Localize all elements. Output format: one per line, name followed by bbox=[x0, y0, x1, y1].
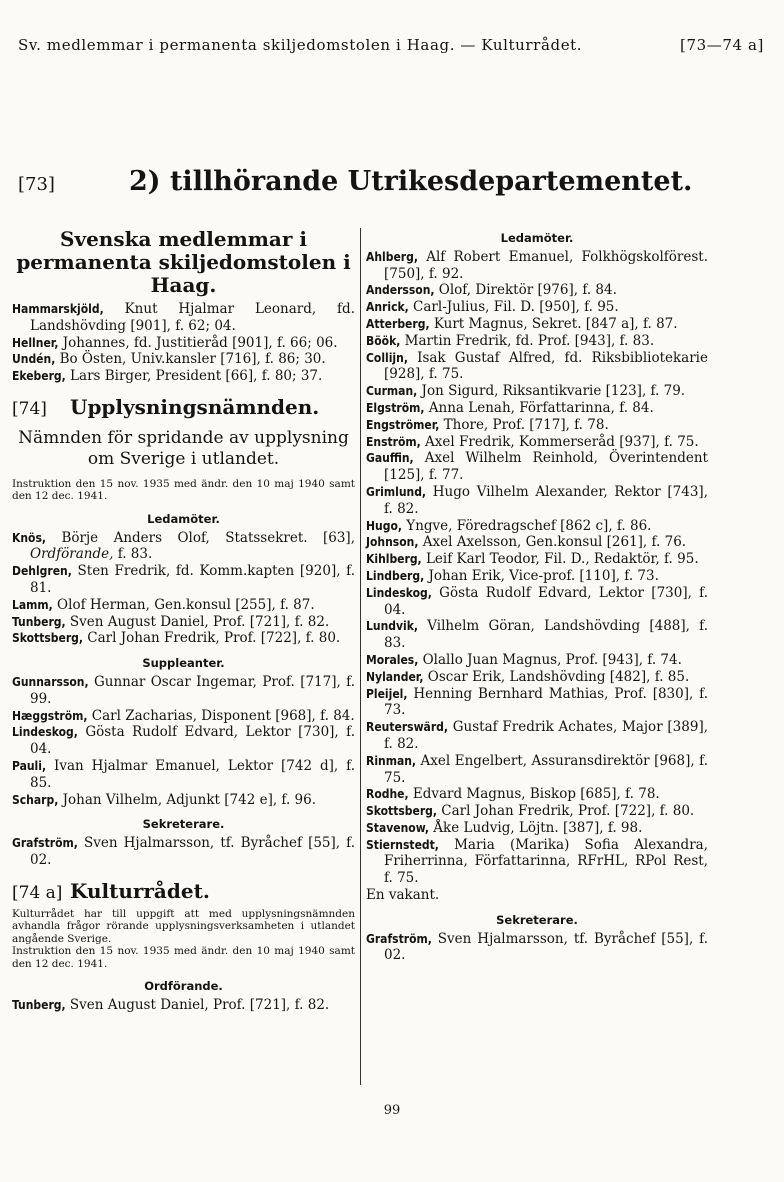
list-item bbox=[366, 518, 708, 535]
knos-entry bbox=[12, 530, 355, 564]
entry-surname: Lindeskog, bbox=[366, 585, 432, 600]
kultur-ordforande-list bbox=[12, 997, 355, 1014]
left-column bbox=[12, 228, 355, 1014]
list-item bbox=[12, 597, 355, 614]
list-item bbox=[366, 551, 708, 568]
entry-surname: Lamm, bbox=[12, 597, 53, 612]
entry-details: Hugo Vilhelm Alexander, Rektor [743], f. 82. bbox=[384, 483, 708, 517]
list-item bbox=[366, 585, 708, 619]
entry-details: Åke Ludvig, Löjtn. [387], f. 98. bbox=[429, 819, 643, 836]
knos-surname: Knös, bbox=[12, 530, 47, 545]
suppleanter-list bbox=[12, 674, 355, 808]
entry-details: Maria (Marika) Sofia Alexandra, Friherrinna, Författarinna, RFrHL, RPol Rest, f. 75. bbox=[384, 836, 708, 887]
section-title bbox=[18, 166, 766, 206]
kultur-number: [74 a] bbox=[12, 882, 63, 903]
entry-surname: Pleijel, bbox=[366, 686, 408, 701]
entry-surname: Nylander, bbox=[366, 669, 424, 684]
entry-surname: Lindeskog, bbox=[12, 725, 78, 740]
list-item bbox=[12, 563, 355, 597]
entry-surname: Engströmer, bbox=[366, 417, 440, 432]
vakant-note: En vakant. bbox=[366, 887, 440, 904]
entry-details: Knut Hjalmar Leonard, fd. Landshövding [901], f. 62; 04. bbox=[30, 301, 355, 334]
upplysning-ledamoter-list bbox=[12, 563, 355, 647]
entry-details: Alf Robert Emanuel, Folkhögskolförest. [750], f. 92. bbox=[384, 248, 708, 282]
list-item bbox=[366, 686, 708, 720]
upplysning-title: Upplysningsnämnden. bbox=[70, 394, 320, 419]
list-item bbox=[366, 316, 708, 333]
entry-details: Edvard Magnus, Biskop [685], f. 78. bbox=[408, 786, 660, 803]
entry-surname: Atterberg, bbox=[366, 316, 430, 331]
header-page-ref: [73—74 a] bbox=[680, 36, 764, 54]
entry-surname: Tunberg, bbox=[12, 614, 66, 629]
right-column bbox=[366, 228, 708, 964]
entry-details: Gösta Rudolf Edvard, Lektor [730], f. 04. bbox=[384, 584, 708, 618]
upplysning-sekreterare-list bbox=[12, 835, 355, 869]
entry-surname: Dehlgren, bbox=[12, 564, 72, 579]
upplysning-instruction: Instruktion den 15 nov. 1935 med ändr. den 10 maj 1940 samt den 12 dec. 1941. bbox=[12, 477, 355, 503]
section-number: [73] bbox=[18, 174, 55, 195]
entry-surname: Ekeberg, bbox=[12, 369, 66, 384]
entry-surname: Hæggström, bbox=[12, 708, 88, 723]
entry-surname: Grimlund, bbox=[366, 484, 427, 499]
entry-details: Johannes, fd. Justitieråd [901], f. 66; 06. bbox=[58, 334, 338, 351]
list-item bbox=[366, 484, 708, 518]
entry-details: Anna Lenah, Författarinna, f. 84. bbox=[424, 399, 654, 416]
suppleanter-label: Suppleanter. bbox=[142, 656, 225, 671]
entry-details: Sten Fredrik, fd. Komm.kapten [920], f. 81. bbox=[30, 563, 355, 596]
entry-details: Carl-Julius, Fil. D. [950], f. 95. bbox=[408, 299, 619, 316]
entry-surname: Ahlberg, bbox=[366, 249, 418, 264]
entry-details: Oscar Erik, Landshövding [482], f. 85. bbox=[423, 668, 690, 685]
entry-details: Gunnar Oscar Ingemar, Prof. [717], f. 99. bbox=[30, 673, 355, 707]
entry-details: Henning Bernhard Mathias, Prof. [830], f. 73. bbox=[384, 685, 708, 719]
entry-surname: Grafström, bbox=[12, 836, 78, 851]
upplysning-ledamoter-label: Ledamöter. bbox=[147, 511, 220, 526]
kultur-sekreterare-list bbox=[366, 931, 708, 965]
list-item bbox=[366, 534, 708, 551]
knos-role: Ordförande, bbox=[30, 546, 114, 563]
entry-surname: Hugo, bbox=[366, 518, 402, 533]
entry-surname: Gunnarsson, bbox=[12, 674, 89, 689]
entry-surname: Johnson, bbox=[366, 535, 419, 550]
kultur-sekreterare-label: Sekreterare. bbox=[496, 912, 578, 927]
upplysning-heading bbox=[12, 394, 355, 419]
running-header bbox=[18, 36, 766, 54]
upplysning-number: [74] bbox=[12, 398, 47, 419]
list-item bbox=[366, 719, 708, 753]
entry-details: Yngve, Föredragschef [862 c], f. 86. bbox=[401, 517, 652, 534]
kultur-instruction: Instruktion den 15 nov. 1935 med ändr. den 10 maj 1940 samt den 12 dec. 1941. bbox=[12, 945, 355, 970]
kultur-heading bbox=[12, 878, 355, 903]
upplysning-sekreterare-label: Sekreterare. bbox=[142, 817, 225, 832]
kultur-description: Kulturrådet har till uppgift att med upplysningsnämnden avhandla frågor rörande upplysningsverksamheten i utlandet angående Sverige. bbox=[12, 907, 355, 945]
entry-surname: Grafström, bbox=[366, 931, 432, 946]
list-item bbox=[366, 669, 708, 686]
kultur-title: Kulturrådet. bbox=[70, 878, 210, 903]
entry-surname: Stiernstedt, bbox=[366, 837, 439, 852]
entry-surname: Reuterswärd, bbox=[366, 720, 448, 735]
list-item bbox=[12, 630, 355, 647]
upplysning-subtitle: Nämnden för spridande av upplysning om Sverige i utlandet. bbox=[18, 427, 349, 469]
entry-surname: Skottsberg, bbox=[366, 804, 438, 819]
list-item bbox=[366, 434, 708, 451]
list-item bbox=[366, 753, 708, 787]
entry-surname: Rodhe, bbox=[366, 787, 409, 802]
list-item bbox=[366, 618, 708, 652]
list-item bbox=[12, 758, 355, 792]
entry-details: Thore, Prof. [717], f. 78. bbox=[439, 416, 609, 433]
list-item bbox=[12, 614, 355, 631]
entry-details: Axel Axelsson, Gen.konsul [261], f. 76. bbox=[418, 534, 687, 551]
entry-details: Ivan Hjalmar Emanuel, Lektor [742 d], f. 85. bbox=[30, 757, 355, 791]
entry-details: Olof Herman, Gen.konsul [255], f. 87. bbox=[52, 596, 315, 613]
entry-details: Johan Vilhelm, Adjunkt [742 e], f. 96. bbox=[58, 791, 316, 808]
entry-surname: Hammarskjöld, bbox=[12, 302, 104, 316]
list-item bbox=[366, 568, 708, 585]
list-item bbox=[366, 450, 708, 484]
entry-details: Leif Karl Teodor, Fil. D., Redaktör, f. 95. bbox=[421, 551, 699, 568]
entry-details: Axel Fredrik, Kommerseråd [937], f. 75. bbox=[420, 433, 699, 450]
entry-surname: Lundvik, bbox=[366, 619, 418, 634]
entry-details: Carl Johan Fredrik, Prof. [722], f. 80. bbox=[437, 803, 695, 820]
entry-surname: Morales, bbox=[366, 652, 419, 667]
list-item bbox=[12, 351, 355, 368]
entry-details: Kurt Magnus, Sekret. [847 a], f. 87. bbox=[429, 315, 678, 332]
list-item bbox=[366, 803, 708, 820]
list-item bbox=[12, 792, 355, 809]
entry-surname: Lindberg, bbox=[366, 568, 425, 583]
entry-details: Gustaf Fredrik Achates, Major [389], f. 82. bbox=[384, 719, 708, 752]
entry-details: Martin Fredrik, fd. Prof. [943], f. 83. bbox=[400, 332, 655, 349]
entry-details: Isak Gustaf Alfred, fd. Riksbibliotekarie [928], f. 75. bbox=[384, 349, 708, 383]
haag-heading: Svenska medlemmar i permanenta skiljedomstolen i Haag. bbox=[16, 227, 351, 297]
column-divider bbox=[360, 228, 361, 1085]
list-item bbox=[366, 249, 708, 283]
list-item bbox=[12, 368, 355, 385]
entry-surname: Curman, bbox=[366, 384, 418, 399]
entry-surname: Böök, bbox=[366, 333, 401, 348]
haag-member-list bbox=[12, 301, 355, 385]
entry-details: Vilhelm Göran, Landshövding [488], f. 83. bbox=[384, 618, 708, 652]
entry-details: Olof, Direktör [976], f. 84. bbox=[434, 282, 617, 299]
list-item bbox=[366, 652, 708, 669]
header-text: Sv. medlemmar i permanenta skiljedomstolen i Haag. — Kulturrådet. bbox=[18, 36, 583, 54]
entry-surname: Pauli, bbox=[12, 758, 47, 773]
list-item bbox=[366, 299, 708, 316]
entry-details: Sven August Daniel, Prof. [721], f. 82. bbox=[65, 613, 330, 630]
entry-details: Sven Hjalmarsson, tf. Byråchef [55], f. 02. bbox=[30, 835, 355, 868]
list-item bbox=[12, 335, 355, 352]
list-item bbox=[366, 333, 708, 350]
page-number: 99 bbox=[383, 1103, 401, 1118]
list-item bbox=[12, 997, 355, 1014]
entry-surname: Elgström, bbox=[366, 400, 425, 415]
entry-surname: Skottsberg, bbox=[12, 631, 84, 646]
list-item bbox=[12, 674, 355, 708]
entry-surname: Stavenow, bbox=[366, 820, 429, 835]
entry-surname: Enström, bbox=[366, 434, 421, 449]
entry-details: Axel Engelbert, Assuransdirektör [968], f. 75. bbox=[384, 752, 708, 786]
list-item bbox=[366, 400, 708, 417]
list-item bbox=[366, 837, 708, 887]
list-item bbox=[12, 708, 355, 725]
entry-details: Gösta Rudolf Edvard, Lektor [730], f. 04. bbox=[30, 724, 355, 758]
entry-surname: Gauffin, bbox=[366, 451, 414, 466]
list-item bbox=[366, 786, 708, 803]
entry-surname: Kihlberg, bbox=[366, 552, 422, 567]
entry-surname: Rinman, bbox=[366, 753, 417, 768]
list-item bbox=[12, 301, 355, 335]
entry-surname: Tunberg, bbox=[12, 997, 66, 1012]
entry-surname: Scharp, bbox=[12, 792, 59, 807]
entry-surname: Undén, bbox=[12, 352, 56, 367]
list-item bbox=[366, 417, 708, 434]
knos-rest: Börje Anders Olof, Statssekret. [63], bbox=[46, 529, 355, 546]
section-heading: 2) tillhörande Utrikesdepartementet. bbox=[129, 166, 693, 197]
entry-details: Olallo Juan Magnus, Prof. [943], f. 74. bbox=[418, 651, 682, 668]
entry-details: Carl Johan Fredrik, Prof. [722], f. 80. bbox=[83, 630, 341, 647]
entry-surname: Anrick, bbox=[366, 300, 409, 315]
entry-details: Carl Zacharias, Disponent [968], f. 84. bbox=[87, 707, 355, 724]
entry-details: Lars Birger, President [66], f. 80; 37. bbox=[65, 368, 323, 385]
entry-surname: Hellner, bbox=[12, 335, 59, 350]
kultur-ordforande-label: Ordförande. bbox=[144, 979, 223, 994]
list-item bbox=[12, 835, 355, 869]
entry-details: Bo Östen, Univ.kansler [716], f. 86; 30. bbox=[55, 351, 326, 368]
entry-details: Johan Erik, Vice-prof. [110], f. 73. bbox=[424, 567, 659, 584]
entry-surname: Andersson, bbox=[366, 283, 435, 298]
kultur-ledamoter-list bbox=[366, 249, 708, 887]
list-item bbox=[366, 931, 708, 965]
list-item bbox=[366, 350, 708, 384]
knos-end: f. 83. bbox=[113, 546, 153, 563]
entry-details: Jon Sigurd, Riksantikvarie [123], f. 79. bbox=[417, 383, 686, 400]
entry-details: Axel Wilhelm Reinhold, Överintendent [125], f. 77. bbox=[384, 450, 708, 484]
entry-details: Sven Hjalmarsson, tf. Byråchef [55], f. 02. bbox=[384, 930, 708, 964]
entry-surname: Collijn, bbox=[366, 350, 408, 365]
list-item bbox=[366, 820, 708, 837]
list-item bbox=[366, 383, 708, 400]
kultur-ledamoter-label: Ledamöter. bbox=[500, 231, 574, 245]
list-item bbox=[12, 724, 355, 758]
list-item bbox=[366, 282, 708, 299]
entry-details: Sven August Daniel, Prof. [721], f. 82. bbox=[65, 996, 330, 1013]
